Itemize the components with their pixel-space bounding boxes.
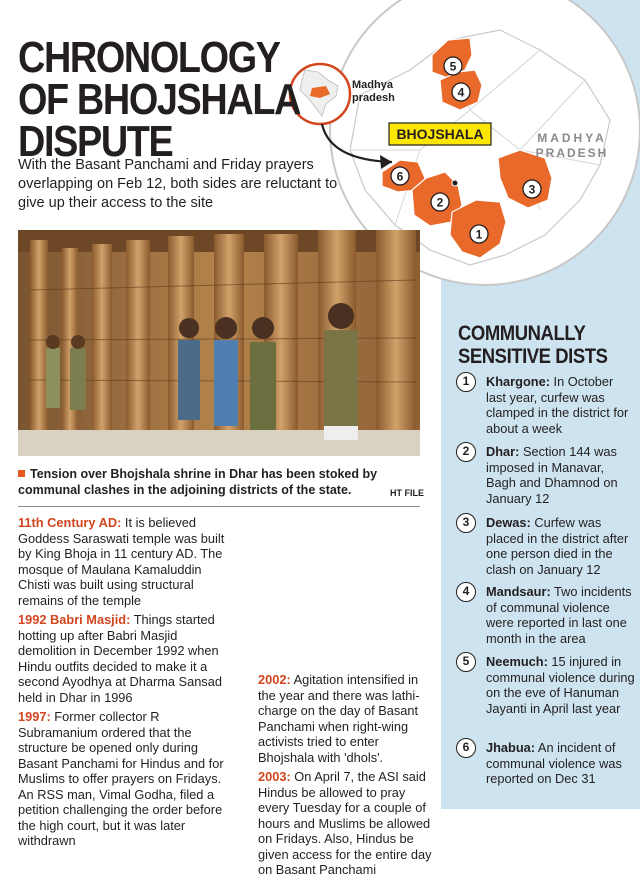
district-detail: Curfew was placed in the district after one person died in the clash on January 12 [486,515,629,577]
timeline-entry [18,709,231,849]
district-name: Neemuch: [486,654,548,669]
svg-text:4: 4 [457,85,465,100]
section-divider [18,506,420,507]
photo-credit: HT FILE [390,488,424,498]
svg-text:5: 5 [449,59,457,74]
district-number-badge: 3 [456,513,476,533]
photo-illustration [18,230,420,456]
shrine-photo [18,230,420,456]
district-detail: An incident of communal violence was reported on Dec 31 [486,740,622,786]
sensitive-districts-heading-line1: COMMUNALLY [458,322,586,345]
timeline-entry-heading: 2003: [258,769,291,784]
inset-label-line1: Madhya [352,79,393,91]
district-description [486,374,636,436]
district-description [486,654,636,716]
sensitive-districts-heading [458,322,607,368]
timeline-entry-heading: 1997: [18,709,51,724]
district-marker-6 [391,167,409,185]
photo-caption [18,466,438,498]
timeline-entry-heading: 1992 Babri Masjid: [18,612,131,627]
district-marker-3 [523,180,541,198]
district-name: Khargone: [486,374,550,389]
svg-text:2: 2 [436,195,444,210]
timeline-entry-text: It is believed Goddess Saraswati temple was built by King Bhoja in 11 century AD. The mosque of Maulana Kamaluddin Chisti was built using structural remains of the temple [18,515,225,608]
headline-line-2: OF BHOJSHALA [18,75,301,124]
timeline-entry [258,672,438,765]
district-description [486,584,636,646]
district-number-badge: 4 [456,582,476,602]
inset-label-line2: pradesh [352,92,395,104]
district-marker-1 [470,225,488,243]
svg-text:6: 6 [396,169,404,184]
district-marker-5 [444,57,462,75]
caption-bullet [18,470,25,477]
sensitive-districts-heading-line2: SENSITIVE DISTS [458,345,608,368]
district-number-badge: 6 [456,738,476,758]
timeline-entry [18,612,231,705]
state-label-line2: PRADESH [535,146,609,160]
district-detail: In October last year, curfew was clamped in the district for about a week [486,374,629,436]
timeline-entry [18,515,231,608]
svg-text:3: 3 [528,182,536,197]
district-name: Dhar: [486,444,520,459]
district-marker-4 [452,83,470,101]
district-name: Dewas: [486,515,531,530]
timeline-column-right [258,672,438,882]
timeline-entry-text: Things started hotting up after Babri Masjid demolition in December 1992 when Hindu outfits decided to make it a second Ayodhya at Dharma Sansad held in Dhar in 1996 [18,612,222,705]
bhojshala-location-dot [452,180,458,186]
svg-text:1: 1 [475,227,483,242]
district-number-badge: 5 [456,652,476,672]
timeline-entry [258,769,438,878]
timeline-entry-text: Agitation intensified in the year and there was lathi-charge on the day of Basant Panchami when right-wing activists tried to enter Bhojshala with 'dhols'. [258,672,420,765]
district-number-badge: 2 [456,442,476,462]
district-number-badge: 1 [456,372,476,392]
headline-line-1: CHRONOLOGY [18,33,280,82]
district-description [486,740,636,787]
timeline-entry-text: On April 7, the ASI said Hindus be allowed to pray every Tuesday for a couple of hours and Muslims be allowed on Fridays. Also, Hindus be given access for the entire day on Basant Panchami [258,769,432,877]
subtitle: With the Basant Panchami and Friday prayers overlapping on Feb 12, both sides are reluctant to give up their access to the site [18,157,338,211]
district-name: Jhabua: [486,740,536,755]
photo-caption-text: Tension over Bhojshala shrine in Dhar has been stoked by communal clashes in the adjoining districts of the state. [18,467,378,497]
district-detail: 15 injured in communal violence during on the eve of Hanuman Jayanti in April last year [486,654,635,716]
district-description [486,444,636,506]
timeline-entry-heading: 2002: [258,672,291,687]
timeline-column-left [18,515,231,853]
timeline-entry-text: Former collector R Subramanium ordered that the structure be opened only during Basant Panchami for Hindus and for Muslims to offer prayers on Fridays. An RSS man, Vimal Godha, filed a petition challenging the order before the high court, but it was later withdrawn [18,709,224,848]
timeline-entry-heading: 11th Century AD: [18,515,122,530]
headline-line-3: DISPUTE [18,117,173,166]
site-label-text: BHOJSHALA [396,126,484,142]
district-name: Mandsaur: [486,584,551,599]
district-marker-2 [431,193,449,211]
district-description [486,515,636,577]
district-detail: Section 144 was imposed in Manavar, Bagh and Dhamnod on January 12 [486,444,618,506]
state-label-line1: MADHYA [537,131,607,145]
district-detail: Two incidents of communal violence were reported in last one month in the area [486,584,632,646]
